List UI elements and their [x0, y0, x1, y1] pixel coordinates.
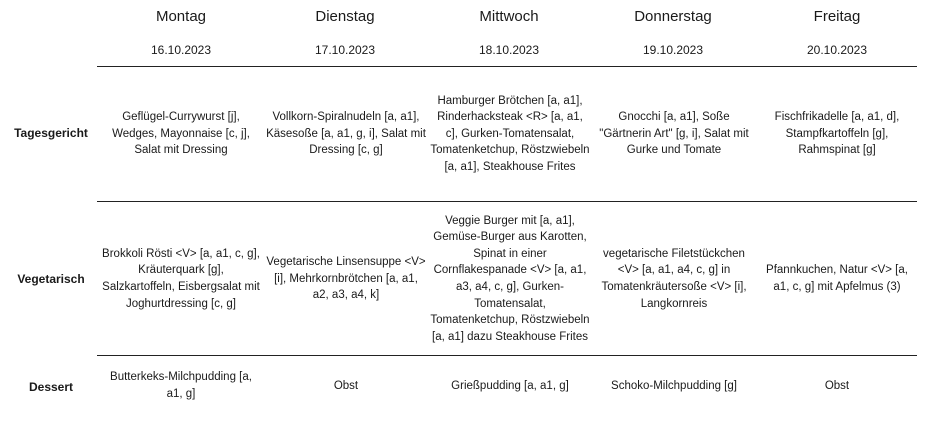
table-cell: [757, 360, 917, 412]
table-cell: [594, 70, 754, 198]
row-divider: [97, 66, 917, 67]
table-cell: [266, 360, 426, 412]
day-date-monday: 16.10.2023: [150, 43, 212, 57]
table-cell: [757, 204, 917, 354]
meal-text: Obst: [333, 379, 359, 392]
day-name-tuesday: Dienstag: [315, 8, 375, 25]
day-name-thursday: Donnerstag: [634, 8, 712, 25]
day-name-monday: Montag: [155, 8, 207, 25]
meal-text: Obst: [824, 379, 850, 392]
row-label-dessert: Dessert: [28, 380, 74, 394]
day-name-wednesday: Mittwoch: [479, 8, 539, 25]
table-cell: [101, 70, 261, 198]
day-name-friday: Freitag: [813, 8, 861, 25]
meal-text: Gnocchi [a, a1], Soße "Gärtnerin Art" [g, i], Salat mit Gurke und Tomate: [599, 111, 749, 157]
day-date-friday: 20.10.2023: [806, 43, 868, 57]
table-cell: [757, 70, 917, 198]
table-cell: [266, 204, 426, 354]
row-divider: [97, 201, 917, 202]
meal-text: Fischfrikadelle [a, a1, d], Stampfkartoffeln [g], Rahmspinat [g]: [774, 111, 900, 157]
row-label-tagesgericht: Tagesgericht: [14, 126, 88, 140]
table-cell: [430, 360, 590, 412]
meal-text: Grießpudding [a, a1, g]: [451, 379, 569, 392]
table-cell: [594, 204, 754, 354]
row-divider: [97, 355, 917, 356]
day-date-thursday: 19.10.2023: [642, 43, 704, 57]
meal-text: Schoko-Milchpudding [g]: [611, 379, 737, 392]
meal-text: Brokkoli Rösti <V> [a, a1, c, g], Kräuterquark [g], Salzkartoffeln, Eisbergsalat mit Joghurtdressing [c, g]: [102, 247, 260, 310]
meal-text: Vollkorn-Spiralnudeln [a, a1], Käsesoße [a, a1, g, i], Salat mit Dressing [c, g]: [266, 111, 426, 157]
table-cell: [101, 360, 261, 412]
meal-text: Veggie Burger mit [a, a1], Gemüse-Burger aus Karotten, Spinat in einer Cornflakespanade <V> [a, a1, a3, a4, c, g], Gurken-Tomatensalat, Tomatenketchup, Röstzwiebeln [a, a1] dazu Steakhouse Frites: [430, 214, 590, 343]
day-date-wednesday: 18.10.2023: [478, 43, 540, 57]
meal-text: vegetarische Filetstückchen <V> [a, a1, a4, c, g] in Tomatenkräutersoße <V> [i], Langkornreis: [601, 247, 747, 310]
meal-text: Butterkeks-Milchpudding [a, a1, g]: [110, 371, 252, 400]
table-cell: [594, 360, 754, 412]
table-cell: [101, 204, 261, 354]
table-cell: [430, 204, 590, 354]
table-cell: [266, 70, 426, 198]
meal-text: Vegetarische Linsensuppe <V> [i], Mehrkornbrötchen [a, a1, a2, a3, a4, k]: [266, 256, 426, 302]
meal-text: Hamburger Brötchen [a, a1], Rinderhacksteak <R> [a, a1, c], Gurken-Tomatensalat, Tomatenketchup, Röstzwiebeln [a, a1], Steakhouse Frites: [430, 94, 590, 173]
meal-text: Geflügel-Currywurst [j], Wedges, Mayonnaise [c, j], Salat mit Dressing: [112, 111, 250, 157]
meal-text: Pfannkuchen, Natur <V> [a, a1, c, g] mit Apfelmus (3): [766, 264, 908, 293]
row-label-vegetarisch: Vegetarisch: [17, 272, 85, 286]
day-date-tuesday: 17.10.2023: [314, 43, 376, 57]
table-cell: [430, 70, 590, 198]
